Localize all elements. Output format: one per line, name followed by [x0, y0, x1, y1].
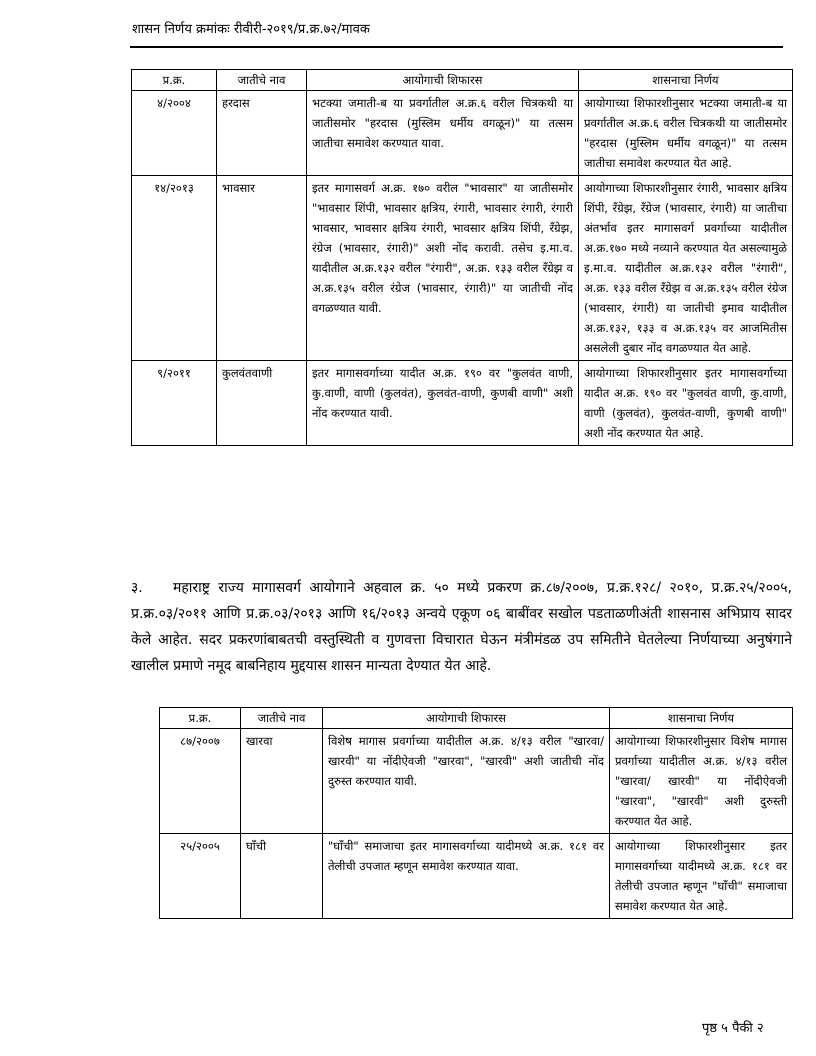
case-number: २५/२००५	[160, 834, 241, 919]
section-paragraph	[131, 575, 792, 679]
column-header-caste-name: जातीचे नाव	[241, 708, 323, 729]
commission-recommendation: विशेष मागास प्रवर्गाच्या यादीतील अ.क्र. ४/१३ वरील "खारवा/ खारवी" या नोंदीऐवजी "खारवा", "खारवी" अशी जातीची नोंद दुरुस्त करण्यात यावी.	[323, 729, 610, 834]
caste-name: भावसार	[217, 176, 307, 361]
column-header-decision: शासनाचा निर्णय	[579, 70, 793, 91]
table-row	[160, 834, 793, 919]
caste-name: घाँची	[241, 834, 323, 919]
column-header-recommendation: आयोगाची शिफारस	[323, 708, 610, 729]
column-header-number: प्र.क्र.	[132, 70, 217, 91]
government-decision: आयोगाच्या शिफारशीनुसार इतर मागासवर्गाच्या यादीत अ.क्र. १९० वर "कुलवंत वाणी, कु.वाणी, वाणी (कुलवंत), कुलवंत-वाणी, कुणबी वाणी" अशी नोंद करण्यात येत आहे.	[579, 361, 793, 446]
page-number: पृष्ठ ५ पैकी २	[702, 1021, 764, 1036]
case-number: ८७/२००७	[160, 729, 241, 834]
paragraph-number: ३.	[131, 580, 143, 596]
government-decision: आयोगाच्या शिफारशीनुसार भटक्या जमाती-ब या प्रवर्गातील अ.क्र.६ वरील चित्रकथी या जातीसमोर "हरदास (मुस्लिम धर्मीय वगळून)" या तत्सम जातीचा समावेश करण्यात येत आहे.	[579, 91, 793, 176]
table-row	[132, 176, 793, 361]
header-rule	[130, 46, 783, 48]
column-header-caste-name: जातीचे नाव	[217, 70, 307, 91]
government-decision: आयोगाच्या शिफारशीनुसार रंगारी, भावसार क्षत्रिय शिंपी, रँग्रेझ, रँग्रेज (भावसार, रंगारी) या जातीचा अंतर्भाव इतर मागासवर्ग प्रवर्गाच्या यादीतील अ.क्र.१७० मध्ये नव्याने करण्यात येत असल्यामुळे इ.मा.व. यादीतील अ.क्र.१३२ वरील "रंगारी", अ.क्र. १३३ वरील रँग्रेझ व अ.क्र.१३५ वरील रंग्रेज (भावसार, रंगारी) या जातीची इमाव यादीतील अ.क्र.१३२, १३३ व अ.क्र.१३५ वर आजमितीस असलेली दुबार नोंद वगळण्यात येत आहे.	[579, 176, 793, 361]
table-row	[160, 729, 793, 834]
commission-recommendation: भटक्या जमाती-ब या प्रवर्गातील अ.क्र.६ वरील चित्रकथी या जातीसमोर "हरदास (मुस्लिम धर्मीय वगळून)" या तत्सम जातीचा समावेश करण्यात यावा.	[307, 91, 579, 176]
commission-recommendation: "घाँची" समाजाचा इतर मागासवर्गाच्या यादीमध्ये अ.क्र. १८१ वर तेलीची उपजात म्हणून समावेश करण्यात यावा.	[323, 834, 610, 919]
case-number: ९/२०११	[132, 361, 217, 446]
caste-name: खारवा	[241, 729, 323, 834]
case-number: १४/२०१३	[132, 176, 217, 361]
page-header: शासन निर्णय क्रमांकः रीवीरी-२०१९/प्र.क्र.७२/मावक	[132, 22, 370, 37]
table-row	[132, 91, 793, 176]
caste-name: कुलवंतवाणी	[217, 361, 307, 446]
case-number: ४/२००४	[132, 91, 217, 176]
table-header-row	[132, 70, 793, 91]
government-decision: आयोगाच्या शिफारशीनुसार विशेष मागास प्रवर्गाच्या यादीतील अ.क्र. ४/१३ वरील "खारवा/ खारवी" या नोंदीऐवजी "खारवा", "खारवी" अशी दुरुस्ती करण्यात येत आहे.	[610, 729, 793, 834]
government-decision: आयोगाच्या शिफारशीनुसार इतर मागासवर्गाच्या यादीमध्ये अ.क्र. १८१ वर तेलीची उपजात म्हणून "घाँची" समाजाचा समावेश करण्यात येत आहे.	[610, 834, 793, 919]
paragraph-text: महाराष्ट्र राज्य मागासवर्ग आयोगाने अहवाल क्र. ५० मध्ये प्रकरण क्र.८७/२००७, प्र.क्र.१२८/ २०१०, प्र.क्र.२५/२००५, प्र.क्र.०३/२०११ आणि प्र.क्र.०३/२०१३ आणि १६/२०१३ अन्वये एकूण ०६ बाबींवर सखोल पडताळणीअंती शासनास अभिप्राय सादर केले आहेत. सदर प्रकरणांबाबतची वस्तुस्थिती व गुणवत्ता विचारात घेऊन मंत्रीमंडळ उप समितीने घेतलेल्या निर्णयाच्या अनुषंगाने खालील प्रमाणे नमूद बाबनिहाय मुद्दयास शासन मान्यता देण्यात येत आहे.	[131, 580, 792, 674]
column-header-number: प्र.क्र.	[160, 708, 241, 729]
column-header-decision: शासनाचा निर्णय	[610, 708, 793, 729]
table-row	[132, 361, 793, 446]
table-header-row	[160, 708, 793, 729]
column-header-recommendation: आयोगाची शिफारस	[307, 70, 579, 91]
decision-table-1	[131, 69, 793, 446]
decision-table-2	[159, 707, 793, 919]
commission-recommendation: इतर मागासवर्ग अ.क्र. १७० वरील "भावसार" या जातीसमोर "भावसार शिंपी, भावसार क्षत्रिय, रंगारी, भावसार रंगारी, रंगारी भावसार, भावसार क्षत्रिय रंगारी, भावसार क्षत्रिय शिंपी, रँग्रेझ, रंग्रेज (भावसार, रंगारी)" अशी नोंद करावी. तसेच इ.मा.व. यादीतील अ.क्र.१३२ वरील "रंगारी", अ.क्र. १३३ वरील रँग्रेझ व अ.क्र.१३५ वरील रंग्रेज (भावसार, रंगारी)" या जातीची नोंद वगळण्यात यावी.	[307, 176, 579, 361]
commission-recommendation: इतर मागासवर्गाच्या यादीत अ.क्र. १९० वर "कुलवंत वाणी, कु.वाणी, वाणी (कुलवंत), कुलवंत-वाणी, कुणबी वाणी" अशी नोंद करण्यात यावी.	[307, 361, 579, 446]
caste-name: हरदास	[217, 91, 307, 176]
